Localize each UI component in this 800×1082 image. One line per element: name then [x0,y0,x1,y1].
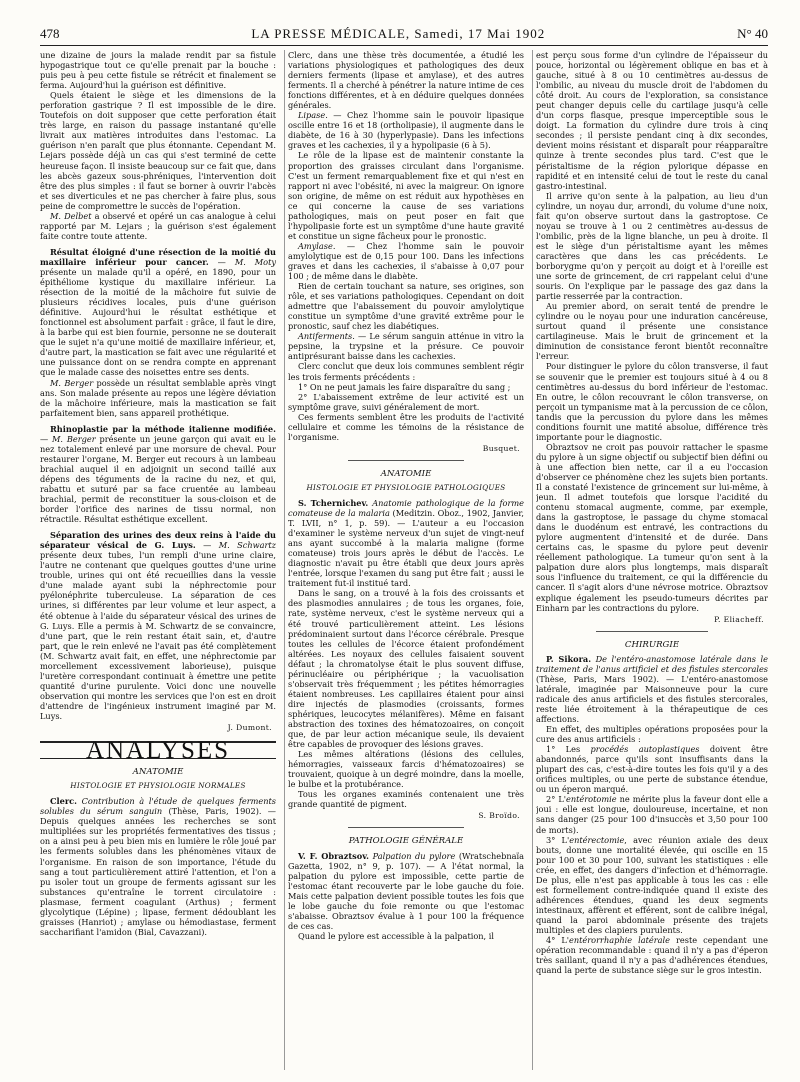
term-label: Lipase. [298,110,328,121]
page-number: 478 [40,26,60,41]
header-rule [40,45,768,46]
paragraph: Dans le sang, on a trouvé à la fois des croissants et des plasmodies annulaires ; de tous les organes, foie, rate, système nerveux, c'est le système nerveux qui a été trouvé particulièrement atteint. Les lésions prédominaient surtout dans l'écorce cérébrale. Presque toutes les cellules de l'écorce étaient profondément altérées. Les noyaux des cellules faisaient souvent défaut ; la chromatolyse était le plus souvent diffuse, périnucléaire ou périphérique ; la vacuolisation s'observait très fréquemment ; les pétites hémorragies étaient nombreuses. Les capillaires étaient pour ainsi dire injectés de plasmodies (croissants, formes sphériques, leucocytes mélanifères). Même en faisant abstraction des toxines des hématozoaires, on conçoit que, de par leur action mécanique seule, ils devaient être capables de provoquer des lésions graves. [288,588,524,750]
signature: P. Eliacheff. [714,614,764,624]
report-separation-urines: Séparation des urines des deux reins à l'aide du séparateur vésical de G. Luys. — M. Schwartz présente deux tubes, l'un rempli d'une urine claire, l'autre ne contenant que quelques gouttes d'une urine trouble, urines qui ont été recueillies dans la vessie d'une malade ayant subi la néphrectomie pour pyélonéphrite tuberculeuse. La séparation de ces urines, si différentes par leur volume et leur aspect, a été obtenue à l'aide du séparateur vésical des urines de G. Luys. Elle a permis à M. Schwartz de se convaincre, d'une part, que le rein restant était sain, et, d'autre part, que le rein enlevé ne l'avait pas été complètement (M. Schwartz avait fait, en effet, une néphrectomie par morcellement excessivement laborieuse), puisque l'uretère correspondant continuait à émettre une petite quantité d'urine purulente. Voici donc une nouvelle observation qui montre les services que l'on est en droit d'attendre de l'ingénieux instrument imaginé par M. Luys. [40,530,276,721]
report-rhinoplastie: Rhinoplastie par la méthode italienne modifiée. — M. Berger présente un jeune garçon qui avait eu le nez totalement enlevé par une morsure de cheval. Pour restaurer l'organe, M. Berger eut recours à un lambeau brachial auquel il en adjoignit un second taillé aux dépens des téguments de la racine du nez, et qui, rabattu et suturé par sa face cruentée au lambeau brachial, permit de reconstituer la sous-cloison et de border l'orifice des narines de tissu normal, non rétractile. Résultat esthétique excellent. [40,423,276,525]
section-subtitle: HISTOLOGIE ET PHYSIOLOGIE PATHOLOGIQUES [306,482,506,492]
analysis-clerc: Clerc. Contribution à l'étude de quelques ferments solubles du sérum sanguin (Thèse, Paris, 1902). — Depuis quelques années les recherches se sont multipliées sur les propriétés fermentatives des tissus ; on a ainsi peu à peu bien mis en lumière le rôle joué par les ferments solubles dans les phénomènes vitaux de l'organisme. En raison de son importance, l'étude du sang a tout particulièrement attiré l'attention, et l'on a pu isoler tout un groupe de ferments agissant sur les substances qu'entraîne le torrent circulatoire : plasmase, ferment coagulant (Arthus) ; ferment glycolytique (Lépine) ; lipase, ferment dédoublant les graisses (Hanriot) ; amylase ou hémodiastase, ferment saccharifiant l'amidon (Bial, Cavazzani). [40,796,276,937]
page-header [40,20,768,42]
column-divider [532,50,533,1070]
report-title: Rhinoplastie par la méthode italienne modifiée. [50,423,276,434]
column-divider [284,50,285,1070]
term-label: Antiferments. [298,331,355,342]
signature: S. Broïdo. [478,811,520,821]
author-name: M. Berger [52,433,96,444]
section-rule [596,631,708,632]
column-2 [288,50,524,1070]
author-name: M. Delbet [50,210,92,221]
paragraph: Il arrive qu'on sente à la palpation, au lieu d'un cylindre, un noyau dur, arrondi, du volume d'une noix, fait qu'on observe surtout dans la gastroptose. Ce noyau se trouve à 1 ou 2 centimètres au-dessus de l'ombilic, près de la ligne blanche, un peu à droite. Il est le siège d'un péristaltisme ayant les mêmes caractères que dans les cas précédents. Le borborygme qu'on y perçoit au doigt et à l'oreille est une sorte de grincement, de cri rappelant celui d'une souris. On l'explique par le passage des gaz dans la partie resserrée par la contraction. [536,190,768,302]
section-rule [348,827,464,828]
paragraph: est perçu sous forme d'un cylindre de l'épaisseur du pouce, horizontal ou légèrement oblique en bas et à gauche, situé à 8 ou 10 centimètres au-dessus de l'ombilic, au niveau du muscle droit de l'abdomen du côté droit. Au cours de l'exploration, sa consistance peut changer depuis celle du cartilage jusqu'à celle d'un corps flasque, presque imperceptible sous le doigt. La formation du cylindre dure trois à cinq secondes ; il persiste pendant cinq à dix secondes, devient moins résistant et disparaît pour réapparaître quinze à trente secondes plus tard. C'est que le péristaltisme de la région pylorique dépasse en rapidité et en intensité celui de tout le reste du canal gastro-intestinal. [536,50,768,191]
author-name: M. Berger [50,377,94,388]
paragraph: Quand le pylore est accessible à la palpation, il [298,930,494,941]
signature: J. Dumont. [227,723,272,733]
paragraph: Clerc conclut que deux lois communes semblent régir les trois ferments précédents : [288,361,524,382]
author-name: V. F. Obraztsov. [298,850,370,861]
analysis-tchernichev: S. Tchernichev. Anatomie pathologique de la forme comateuse de la malaria (Meditzin. Oboz., 1902, Janvier, T. LVII, n° 1, p. 59). — L'auteur a eu l'occasion d'examiner le système nerveux d'un sujet de vingt-neuf ans ayant succombé à la malaria maligne (forme comateuse) trois jours après le début de l'accès. Le diagnostic n'avait pu être établi que deux jours après l'entrée, lorsque l'examen du sang put être fait ; aussi le traitement fut-il institué tard. [288,497,524,589]
signature: Busquet. [482,443,520,453]
work-title: Contribution à l'étude de quelques ferments solubles du sérum sanguin [40,796,276,817]
column-3 [536,50,768,1070]
work-title: De l'entéro-anastomose latérale dans le traitement de l'anus artificiel et des fistules stercorales [536,653,768,674]
analyses-heading: ANALYSES [40,741,276,759]
column-1 [40,50,276,1070]
list-item: 1° Les procédés autoplastiques doivent être abandonnés, parce qu'ils sont insuffisants dans la plupart des cas, c'est-à-dire toutes les fois qu'il y a des orifices multiples, ou une perte de substance étendue, ou un éperon marqué. [536,744,768,795]
paragraph: Le rôle de la lipase est de maintenir constante la proportion des graisses circulant dans l'organisme. C'est un ferment remarquablement fixe et qui n'est en rapport ni avec l'obésité, ni avec la maigreur. On ignore son origine, de même on est réduit aux hypothèses en ce qui concerne la cause de ses variations pathologiques, mais on peut poser en fait que l'hypolipasie forte est un symptôme d'une haute gravité et constitue un signe fâcheux pour le pronostic. [288,150,524,241]
work-title: Palpation du pylore [369,850,456,861]
paragraph: Quels étaient le siège et les dimensions de la perforation gastrique ? Il est impossible de le dire. Toutefois on doit supposer que cette perforation était très large, en raison du passage instantané qu'elle livrait aux matières introduites dans l'estomac. La guérison n'en paraît que plus étonnante. Cependant M. Lejars possède déjà un cas qui s'est terminé de cette heureuse façon. Il insiste beaucoup sur ce fait que, dans les abcès gazeux sous-phréniques, l'intervention doit être des plus simples : il faut se borner à ouvrir l'abcès et ses diverticules et ne pas chercher à faire plus, sous peine de compromettre le succès de l'opération. [40,90,276,211]
author-name: P. Sikora. [546,653,592,664]
paragraph: Pour distinguer le pylore du côlon transverse, il faut se souvenir que le premier est toujours situé à 4 ou 8 centimètres au-dessus du bord inférieur de l'estomac. En outre, le côlon recouvrant le côlon transverse, on perçoit un tympanisme mat à la percussion de ce côlon, tandis que la percussion du pylore dans les mêmes conditions fournit une matité absolue, différence très importante pour le diagnostic. [536,361,768,442]
paragraph: Ces ferments semblent être les produits de l'activité cellulaire et comme les témoins de la résistance de l'organisme. [288,411,524,442]
issue-number: N° 40 [737,26,768,41]
author-name: M. Schwartz [218,540,276,551]
section-title: ANATOMIE [132,767,184,778]
paragraph: Rien de certain touchant sa nature, ses origines, son rôle, et ses variations pathologiques. Cependant on doit admettre que l'abaissement du pouvoir amylolytique constitue un symptôme d'une gravité extrême pour le pronostic, sauf chez les diabétiques. [288,281,524,332]
report-delbet-moty: Résultat éloigné d'une résection de la moitié du maxillaire inférieur pour cancer. — M. Moty présente un malade qu'il a opéré, en 1890, pour un épithéliome kystique du maxillaire inférieur. La résection de la moitié de la mâchoire fut suivie de plusieurs récidives locales, puis d'une guérison définitive. Aujourd'hui le résultat esthétique et fonctionnel est absolument parfait : grâce, il faut le dire, à la barbe qui est bien fournie, personne ne se douterait que le sujet n'a qu'une moitié de maxillaire inférieur, et, d'autre part, la mastication se fait avec une régularité et une puissance dont on se rendra compte en apprenant que le malade casse des noisettes entre ses dents. [40,246,276,378]
paragraph: 1° On ne peut jamais les faire disparaître du sang ; [298,381,511,392]
term-label: Amylase. [298,240,336,251]
paragraph: 2° L'abaissement extrême de leur activité est un symptôme grave, suivi généralement de mort. [288,391,524,412]
paragraph: Obraztsov ne croit pas pouvoir rattacher le spasme du pylore à un signe objectif ou subjectif bien défini ou à une affection bien nette, car il a eu l'occasion d'observer ce phénomène chez les sujets bien portants. Il a constaté l'existence de grincement sur lui-même, à jeun. Il admet toutefois que lorsque l'acidité du contenu stomacal augmente, comme, par exemple, dans la gastroptose, le passage du chyme stomacal dans le duodénum est entravé, les contractions du pylore augmentent d'intensité et de durée. Dans certains cas, le spasme du pylore peut devenir réellement pathologique. La tumeur qu'on sent à la palpation dure alors plus longtemps, mais disparaît sous l'influence du traitement, ce qui la différencie du cancer. Il s'agit alors d'une névrose motrice. Obraztsov explique également les pseudo-tumeurs décrites par Einharn par les contractions du pylore. [536,441,768,613]
section-title: PATHOLOGIE GÉNÉRALE [348,836,464,847]
paragraph: une dizaine de jours la malade rendit par sa fistule hypogastrique tout ce qu'elle prenait par la bouche : puis peu à peu cette fistule se rétrécit et finalement se ferma. Aujourd'hui la guérison est définitive. [40,50,276,91]
report-title: Résultat éloigné d'une résection de la moitié du maxillaire inférieur pour cancer. [40,246,276,267]
section-title: CHIRURGIE [624,639,680,650]
list-item: 3° L'entérectomie, avec réunion axiale des deux bouts, donne une mortalité élevée, qui oscille en 15 pour 100 et 30 pour 100, suivant les statistiques : elle crée, en effet, des dangers d'infection et d'hémorragie. De plus, elle n'est pas applicable à tous les cas : elle est formellement contre-indiquée quand il existe des adhérences étendues, quand les deux segments intestinaux, affèrent et efférent, sont de calibre inégal, quand la paroi abdominale présente des trajets multiples et des clapiers purulents. [536,834,768,935]
paragraph: Tous les organes examinés contenaient une très grande quantité de pigment. [288,789,524,810]
paragraph: Lipase. — Chez l'homme sain le pouvoir lipasique oscille entre 16 et 18 (ortholipasie), il augmente dans le diabète, de 16 à 30 (hyperlypasie). Dans les infections graves et les cachexies, il y a hypolipasie (6 à 5). [288,110,524,151]
journal-title: LA PRESSE MÉDICALE, Samedi, 17 Mai 1902 [251,26,546,41]
section-rule [348,460,464,461]
analysis-sikora: P. Sikora. De l'entéro-anastomose latérale dans le traitement de l'anus artificiel et des fistules stercorales (Thèse, Paris, Mars 1902). — L'entéro-anastomose latérale, imaginée par Maisonneuve pour la cure radicale des anus artificiels et des fistules stercorales, reste liée étroitement à la thérapeutique de ces affections. [536,653,768,724]
author-name: S. Tchernichev. [298,497,369,508]
work-title: Anatomie pathologique de la forme comateuse de la malaria [288,497,524,519]
section-subtitle: HISTOLOGIE ET PHYSIOLOGIE NORMALES [70,781,246,791]
author-name: Clerc. [50,796,77,807]
paragraph: M. Berger possède un résultat semblable après vingt ans. Son malade présente au repos une légère déviation de la mâchoire inférieure, mais la mastication se fait parfaitement bien, sans appareil prothétique. [40,377,276,418]
list-item: 4° L'entérorrhaphie latérale reste cependant une opération recommandable : quand il n'y a pas d'éperon très saillant, quand il n'y a pas d'adhérences étendues, quand la perte de substance siège sur le gros intestin. [536,935,768,976]
paragraph: Clerc, dans une thèse très documentée, a étudié les variations physiologiques et pathologiques des deux derniers ferments (lipase et amylase), et des autres ferments. Il a cherché à pénétrer la nature intime de ces fonctions différentes, et à en déduire quelques données générales. [288,50,524,111]
paragraph: Antiferments. — Le sérum sanguin atténue in vitro la pepsine, la trypsine et la présure. Ce pouvoir antiprésurant baisse dans les cachexies. [288,331,524,362]
paragraph: Amylase. — Chez l'homme sain le pouvoir amylolytique est de 0,15 pour 100. Dans les infections graves et dans les cachexies, il s'abaisse à 0,07 pour 100 ; de même dans le diabète. [288,240,524,282]
list-item: 2° L'entérotomie ne mérite plus la faveur dont elle a joui : elle est longue, douloureuse, incertaine, et non sans danger (25 pour 100 d'insuccès et 3,50 pour 100 de morts). [536,794,768,835]
report-title: Séparation des urines des deux reins à l'aide du séparateur vésical de G. Luys. [40,530,276,551]
paragraph: Au premier abord, on serait tenté de prendre le cylindre ou le noyau pour une induration cancéreuse, surtout quand il présente une consistance cartilagineuse. Mais le bruit de grincement et la diminution de consistance feront bientôt reconnaître l'erreur. [536,301,768,362]
paragraph: M. Delbet a observé et opéré un cas analogue à celui rapporté par M. Lejars ; la guérison s'est également faite contre toute attente. [40,210,276,241]
section-title: ANATOMIE [380,468,432,479]
paragraph: En effet, des multiples opérations proposées pour la cure des anus artificiels : [536,724,768,745]
analysis-obraztsov: V. F. Obraztsov. Palpation du pylore (Wratschebnaïa Gazetta, 1902, n° 9, p. 107). — A l'état normal, la palpation du pylore est impossible, cette partie de l'estomac étant recouverte par le lobe gauche du foie. Mais cette palpation devient possible toutes les fois que le lobe gauche du foie remonte ou que l'estomac s'abaisse. Obraztsov évalue à 1 pour 100 la fréquence de ces cas. [288,850,524,931]
author-name: M. Moty [234,256,276,267]
paragraph: Les mêmes altérations (lésions des cellules, hémorragies, vaisseaux farcis d'hématozoaires) se trouvaient, quoique à un degré moindre, dans la moelle, le bulbe et la protubérance. [288,749,524,790]
